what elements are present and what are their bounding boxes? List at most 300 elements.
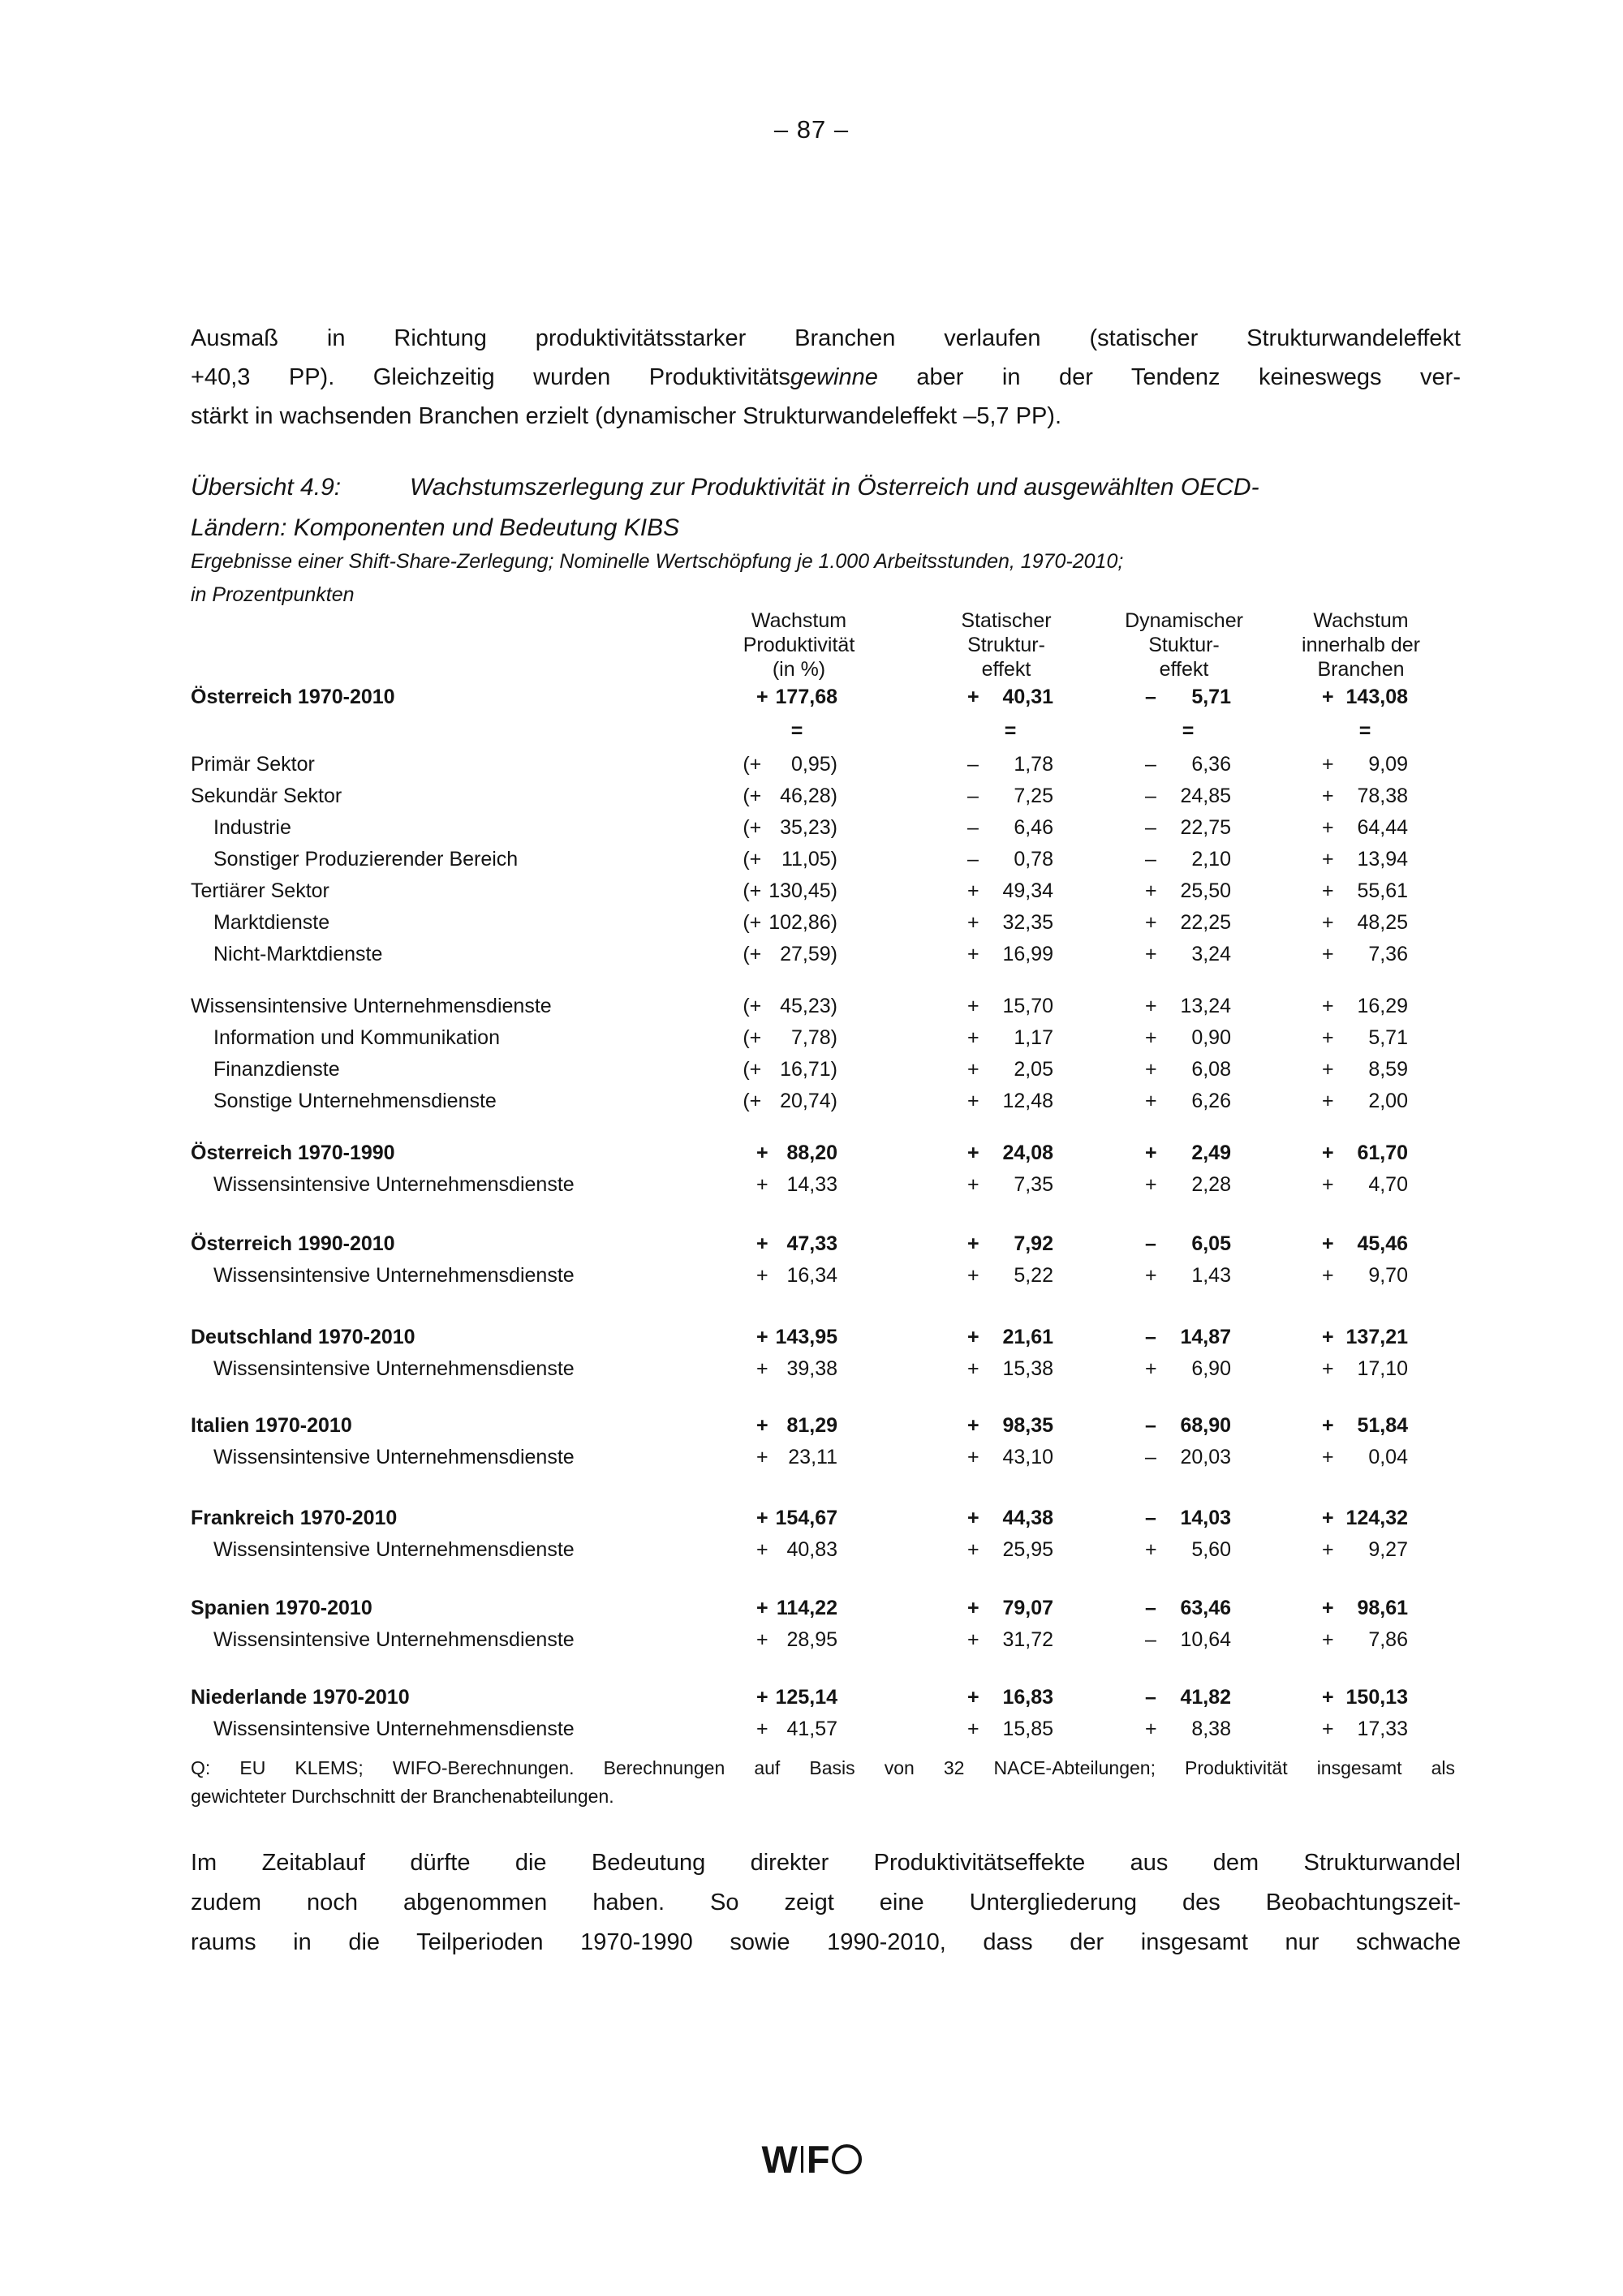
wifo-logo [0, 2138, 1623, 2181]
value-number: 6,36 [1191, 753, 1231, 776]
value-box [756, 1718, 837, 1741]
value-number: 31,72 [1002, 1628, 1053, 1651]
italic-segment: gewinne [790, 364, 878, 390]
row-label: Sonstige Unternehmensdienste [213, 1090, 497, 1112]
value-box [967, 1142, 1053, 1165]
value-number: 45,23 [780, 995, 831, 1017]
text-segment: raums in die Teilperioden 1970-1990 sowie 1990-2010, dass der insgesamt nur schwache [191, 1929, 1461, 1955]
value-sign: + [749, 1058, 762, 1081]
text-segment: +40,3 PP). Gleichzeitig wurden Produktivitäts [191, 364, 790, 390]
row-label: Wissensintensive Unternehmensdienste [213, 1538, 575, 1561]
table-cell-growth-productivity [710, 995, 837, 1018]
table-cell-dynamic-structure-effect [1053, 1264, 1231, 1288]
value-sign: + [749, 816, 762, 839]
value-number: 25,95 [1002, 1538, 1053, 1561]
table-cell-growth-within-industries [1231, 1264, 1408, 1288]
value-number: 114,22 [776, 1597, 837, 1619]
value-box [967, 1538, 1053, 1562]
value-box [967, 879, 1053, 903]
value-number: 125,14 [775, 1686, 837, 1709]
table-cell-growth-within-industries [1231, 1326, 1408, 1349]
row-label: Österreich 1970-2010 [191, 686, 395, 708]
value-sign: – [1145, 1686, 1156, 1709]
row-label: Italien 1970-2010 [191, 1414, 352, 1437]
value-box [750, 911, 831, 935]
value-number: 2,05 [1014, 1058, 1053, 1081]
paragraph-line [191, 1843, 1461, 1883]
value-number: 11,05 [781, 848, 831, 871]
value-sign: + [1145, 1538, 1157, 1561]
value-box [1322, 848, 1408, 871]
value-sign: + [967, 1026, 979, 1049]
value-number: 39,38 [786, 1357, 837, 1380]
value-number: 51,84 [1357, 1414, 1408, 1437]
table-cell-static-structure-effect [837, 1326, 1053, 1349]
table-cell-growth-within-industries [1231, 816, 1408, 840]
open-paren: ( [743, 995, 750, 1017]
table-cell-growth-productivity [710, 1326, 837, 1349]
table-row [191, 1713, 1408, 1745]
value-number: 21,61 [1002, 1326, 1053, 1348]
open-paren: ( [743, 1026, 750, 1049]
table-cell-growth-within-industries [1231, 1142, 1408, 1165]
value-box [967, 1326, 1053, 1349]
table-cell-static-structure-effect [837, 686, 1053, 709]
table-spacer [191, 1566, 1408, 1593]
table-cell-growth-productivity [710, 1686, 837, 1709]
value-box [1322, 816, 1408, 840]
value-box [750, 995, 831, 1018]
equals-box [1322, 720, 1408, 743]
value-number: 177,68 [775, 686, 837, 708]
value-number: 28,95 [786, 1628, 837, 1651]
value-number: 15,70 [1002, 995, 1053, 1017]
value-number: 14,33 [786, 1173, 837, 1196]
value-box [1145, 1446, 1231, 1469]
row-label: Wissensintensive Unternehmensdienste [213, 1173, 575, 1196]
table-row [191, 780, 1408, 812]
table-cell-growth-within-industries [1231, 911, 1408, 935]
equals-cell [710, 720, 837, 743]
table-cell-growth-productivity [710, 943, 837, 966]
value-number: 6,46 [1014, 816, 1053, 839]
value-box [967, 1597, 1053, 1620]
table-row [191, 907, 1408, 939]
value-sign: + [756, 1414, 768, 1437]
value-sign: + [967, 1507, 979, 1529]
value-sign: + [756, 1326, 768, 1348]
value-box [1322, 1058, 1408, 1081]
value-number: 88,20 [786, 1142, 837, 1164]
paragraph-line [191, 397, 1461, 436]
value-box [1322, 1026, 1408, 1050]
header-line: Stuktur- [1148, 634, 1220, 656]
value-number: 40,83 [786, 1538, 837, 1561]
productivity-table [191, 608, 1420, 1745]
value-box [1322, 1507, 1408, 1530]
value-box [1322, 943, 1408, 966]
value-number: 27,59 [780, 943, 831, 965]
table-cell-growth-within-industries [1231, 1538, 1408, 1562]
value-box [1322, 785, 1408, 808]
row-label: Österreich 1990-2010 [191, 1232, 395, 1255]
value-number: 5,60 [1191, 1538, 1231, 1561]
value-box [1322, 1718, 1408, 1741]
value-sign: + [749, 785, 762, 807]
table-header-row [191, 608, 1420, 681]
value-sign: + [1322, 1058, 1334, 1081]
table-cell-growth-productivity [710, 1597, 837, 1620]
value-sign: – [1145, 1597, 1156, 1619]
value-number: 6,05 [1191, 1232, 1231, 1255]
value-box [750, 879, 831, 903]
value-sign: + [967, 1232, 979, 1255]
value-sign: + [1322, 785, 1334, 807]
value-sign: + [1145, 1357, 1157, 1380]
table-cell-growth-productivity [710, 911, 837, 935]
value-number: 0,78 [1014, 848, 1053, 871]
value-number: 154,67 [775, 1507, 837, 1529]
table-row [191, 1169, 1408, 1201]
row-label: Sonstiger Produzierender Bereich [213, 848, 519, 871]
value-box [1145, 686, 1231, 709]
table-cell-dynamic-structure-effect [1053, 911, 1231, 935]
value-sign: + [756, 1173, 768, 1196]
value-number: 1,78 [1014, 753, 1053, 776]
equals-symbol: = [1182, 719, 1195, 742]
table-row [191, 1682, 1408, 1713]
value-sign: + [1322, 1326, 1334, 1348]
value-number: 44,38 [1002, 1507, 1053, 1529]
value-sign: + [1322, 943, 1334, 965]
value-number: 9,70 [1368, 1264, 1408, 1287]
value-number: 10,64 [1180, 1628, 1231, 1651]
value-box [750, 943, 831, 966]
value-box [756, 1357, 837, 1381]
equals-box [967, 720, 1053, 743]
table-cell-growth-productivity [710, 879, 837, 903]
value-sign: + [749, 911, 762, 934]
table-cell-growth-within-industries [1231, 995, 1408, 1018]
subtitle-line: in Prozentpunkten [191, 583, 355, 606]
value-box [1322, 1538, 1408, 1562]
value-sign: + [749, 1026, 762, 1049]
paragraph-line [191, 1883, 1461, 1923]
value-box [1145, 785, 1231, 808]
table-row [191, 1534, 1408, 1566]
value-number: 16,71 [780, 1058, 831, 1081]
row-label: Information und Kommunikation [213, 1026, 500, 1049]
value-sign: + [756, 1686, 768, 1709]
value-sign: + [756, 1507, 768, 1529]
table-spacer [191, 1117, 1408, 1137]
table-cell-growth-productivity [710, 816, 837, 840]
equals-row [191, 713, 1408, 749]
table-cell-static-structure-effect [837, 1058, 1053, 1081]
value-number: 41,57 [786, 1718, 837, 1740]
logo-letter-w: W [761, 2138, 798, 2181]
value-number: 9,09 [1368, 753, 1408, 776]
value-box [1145, 848, 1231, 871]
table-row [191, 1137, 1408, 1169]
value-sign: + [1145, 879, 1157, 902]
table-row [191, 749, 1408, 780]
value-number: 6,26 [1191, 1090, 1231, 1112]
value-number: 78,38 [1357, 785, 1408, 807]
value-box [967, 1058, 1053, 1081]
value-box [750, 1026, 831, 1050]
value-sign: + [1145, 1026, 1157, 1049]
table-row [191, 991, 1408, 1022]
table-cell-growth-productivity [710, 1414, 837, 1438]
table-cell-growth-within-industries [1231, 1357, 1408, 1381]
table-cell-static-structure-effect [837, 1026, 1053, 1050]
header-line: Produktivität [743, 634, 855, 656]
equals-box [1145, 720, 1231, 743]
value-box [1322, 686, 1408, 709]
row-label: Spanien 1970-2010 [191, 1597, 372, 1619]
table-cell-growth-within-industries [1231, 1597, 1408, 1620]
open-paren: ( [743, 1090, 750, 1112]
page-number: – 87 – [773, 115, 850, 144]
value-number: 7,78 [791, 1026, 831, 1049]
value-sign: + [1145, 1058, 1157, 1081]
value-sign: – [967, 816, 979, 839]
value-sign: + [756, 1142, 768, 1164]
table-cell-dynamic-structure-effect [1053, 1090, 1231, 1113]
value-sign: + [1145, 911, 1157, 934]
value-box [756, 1173, 837, 1197]
header-line: Branchen [1317, 658, 1405, 681]
paragraph-line [191, 319, 1461, 358]
table-cell-growth-within-industries [1231, 848, 1408, 871]
value-number: 40,31 [1002, 686, 1053, 708]
value-sign: + [756, 1357, 768, 1380]
table-spacer [191, 1473, 1408, 1503]
value-box [967, 1686, 1053, 1709]
header-line: (in %) [772, 658, 826, 681]
table-cell-growth-productivity [710, 1142, 837, 1165]
table-cell-growth-productivity [710, 1090, 837, 1113]
value-box [967, 1507, 1053, 1530]
value-number: 63,46 [1180, 1597, 1231, 1619]
row-label: Wissensintensive Unternehmensdienste [213, 1357, 575, 1380]
value-sign: + [1322, 1446, 1334, 1468]
value-box [1322, 753, 1408, 776]
table-cell-static-structure-effect [837, 1357, 1053, 1381]
table-cell-growth-within-industries [1231, 1173, 1408, 1197]
value-box [1145, 911, 1231, 935]
value-sign: – [1145, 816, 1156, 839]
table-cell-growth-within-industries [1231, 1232, 1408, 1256]
value-number: 16,99 [1002, 943, 1053, 965]
equals-box [756, 720, 837, 743]
value-number: 32,35 [1002, 911, 1053, 934]
open-paren: ( [743, 753, 750, 776]
table-spacer [191, 1656, 1408, 1682]
value-box [967, 1173, 1053, 1197]
value-number: 2,10 [1191, 848, 1231, 871]
paragraph-line [191, 358, 1461, 397]
text-segment: gewichteter Durchschnitt der Branchenabteilungen. [191, 1786, 614, 1807]
paragraph-line [191, 1754, 1455, 1782]
value-box [1145, 1357, 1231, 1381]
value-number: 79,07 [1002, 1597, 1053, 1619]
table-cell-growth-productivity [710, 785, 837, 808]
table-cell-static-structure-effect [837, 816, 1053, 840]
table-row [191, 1410, 1408, 1442]
value-sign: + [1322, 1538, 1334, 1561]
value-box [967, 1628, 1053, 1652]
table-cell-dynamic-structure-effect [1053, 1446, 1231, 1469]
value-number: 20,03 [1180, 1446, 1231, 1468]
value-box [1322, 1446, 1408, 1469]
table-cell-dynamic-structure-effect [1053, 785, 1231, 808]
value-box [756, 1264, 837, 1288]
value-sign: – [1145, 1507, 1156, 1529]
value-number: 14,03 [1180, 1507, 1231, 1529]
table-cell-growth-within-industries [1231, 1628, 1408, 1652]
value-box [967, 686, 1053, 709]
value-sign: + [1145, 1090, 1157, 1112]
value-number: 137,21 [1345, 1326, 1408, 1348]
value-number: 6,90 [1191, 1357, 1231, 1380]
value-sign: – [1145, 848, 1156, 871]
equals-cell [1053, 720, 1231, 743]
value-box [756, 1326, 837, 1349]
value-box [756, 1232, 837, 1256]
value-box [756, 1538, 837, 1562]
value-box [1145, 995, 1231, 1018]
text-segment: stärkt in wachsenden Branchen erzielt (dynamischer Strukturwandeleffekt –5,7 PP). [191, 403, 1061, 429]
table-cell-growth-productivity [710, 753, 837, 776]
table-spacer [191, 1292, 1408, 1322]
table-cell-static-structure-effect [837, 1173, 1053, 1197]
value-number: 41,82 [1180, 1686, 1231, 1709]
value-number: 8,59 [1368, 1058, 1408, 1081]
table-cell-growth-productivity [710, 1628, 837, 1652]
table-cell-static-structure-effect [837, 1718, 1053, 1741]
value-sign: + [967, 1357, 979, 1380]
value-sign: + [967, 1597, 979, 1619]
value-number: 3,24 [1191, 943, 1231, 965]
table-cell-static-structure-effect [837, 1414, 1053, 1438]
value-number: 1,17 [1014, 1026, 1053, 1049]
value-box [1145, 1414, 1231, 1438]
table-cell-static-structure-effect [837, 1538, 1053, 1562]
table-cell-static-structure-effect [837, 995, 1053, 1018]
value-number: 47,33 [786, 1232, 837, 1255]
value-number: 16,83 [1002, 1686, 1053, 1709]
value-sign: + [1145, 1264, 1157, 1287]
value-sign: + [967, 1142, 979, 1164]
table-cell-dynamic-structure-effect [1053, 1718, 1231, 1741]
table-cell-growth-productivity [710, 1026, 837, 1050]
value-number: 102,86 [768, 911, 831, 934]
table-cell-dynamic-structure-effect [1053, 1173, 1231, 1197]
value-sign: + [967, 943, 979, 965]
value-number: 124,32 [1345, 1507, 1408, 1529]
value-number: 7,92 [1014, 1232, 1053, 1255]
open-paren: ( [743, 911, 750, 934]
table-cell-static-structure-effect [837, 1142, 1053, 1165]
value-sign: – [1145, 1326, 1156, 1348]
row-label: Industrie [213, 816, 291, 839]
table-row [191, 1353, 1408, 1385]
value-sign: – [967, 785, 979, 807]
paragraph-line [191, 1782, 1455, 1811]
value-box [967, 753, 1053, 776]
open-paren: ( [743, 848, 750, 871]
table-cell-dynamic-structure-effect [1053, 1357, 1231, 1381]
table-cell-growth-within-industries [1231, 686, 1408, 709]
table-row [191, 1054, 1408, 1086]
table-cell-dynamic-structure-effect [1053, 686, 1231, 709]
table-cell-dynamic-structure-effect [1053, 753, 1231, 776]
value-sign: + [1322, 1173, 1334, 1196]
table-cell-static-structure-effect [837, 848, 1053, 871]
value-sign: + [967, 1628, 979, 1651]
table-cell-growth-within-industries [1231, 943, 1408, 966]
value-sign: + [1145, 1142, 1157, 1164]
value-box [1322, 1264, 1408, 1288]
close-paren: ) [830, 1090, 837, 1112]
value-sign: + [756, 1538, 768, 1561]
value-number: 0,04 [1368, 1446, 1408, 1468]
close-paren: ) [830, 943, 837, 965]
table-cell-growth-within-industries [1231, 753, 1408, 776]
table-row [191, 1503, 1408, 1534]
table-cell-dynamic-structure-effect [1053, 879, 1231, 903]
table-cell-growth-productivity [710, 1718, 837, 1741]
close-paren: ) [830, 816, 837, 839]
table-spacer [191, 970, 1408, 991]
value-box [1322, 1326, 1408, 1349]
value-box [1145, 1628, 1231, 1652]
table-cell-dynamic-structure-effect [1053, 995, 1231, 1018]
table-cell-static-structure-effect [837, 911, 1053, 935]
value-box [750, 816, 831, 840]
open-paren: ( [743, 785, 750, 807]
table-cell-static-structure-effect [837, 879, 1053, 903]
header-line: effekt [1159, 658, 1209, 681]
close-paren: ) [830, 1026, 837, 1049]
value-number: 35,23 [780, 816, 831, 839]
value-box [750, 753, 831, 776]
row-label: Primär Sektor [191, 753, 315, 776]
value-box [1145, 1090, 1231, 1113]
value-box [967, 1357, 1053, 1381]
value-number: 2,00 [1368, 1090, 1408, 1112]
table-cell-growth-within-industries [1231, 1026, 1408, 1050]
value-number: 17,10 [1357, 1357, 1408, 1380]
close-paren: ) [830, 879, 837, 902]
source-note [191, 1754, 1455, 1811]
equals-cell [1231, 720, 1408, 743]
value-box [1322, 1414, 1408, 1438]
table-cell-dynamic-structure-effect [1053, 1414, 1231, 1438]
table-row [191, 875, 1408, 907]
value-box [756, 686, 837, 709]
value-box [756, 1686, 837, 1709]
table-row [191, 1442, 1408, 1473]
table-cell-static-structure-effect [837, 1686, 1053, 1709]
table-cell-static-structure-effect [837, 1090, 1053, 1113]
value-number: 55,61 [1357, 879, 1408, 902]
table-cell-growth-within-industries [1231, 1686, 1408, 1709]
table-cell-dynamic-structure-effect [1053, 1142, 1231, 1165]
value-number: 5,22 [1014, 1264, 1053, 1287]
